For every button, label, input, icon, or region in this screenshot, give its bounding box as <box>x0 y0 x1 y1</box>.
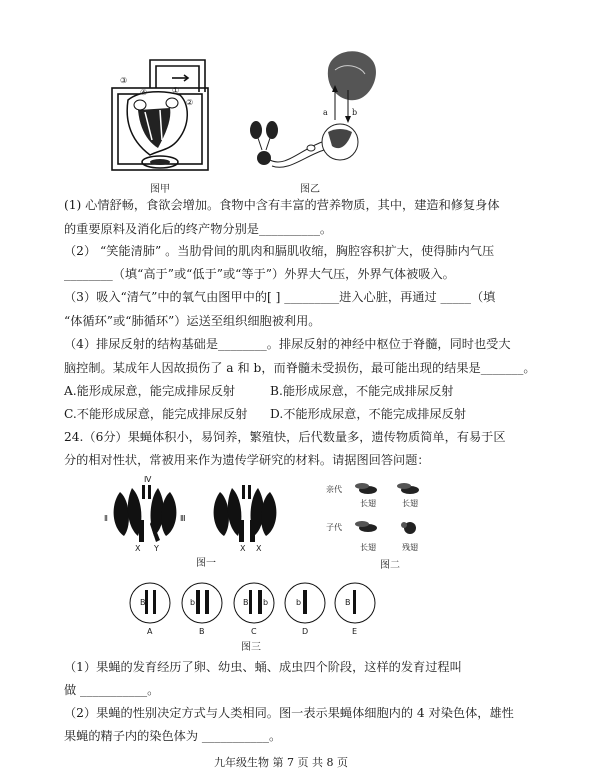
line-q24-2a: （2）果蝇的性别决定方式与人类相同。图一表示果蝇体细胞内的 4 对染色体，雄性 <box>64 706 514 720</box>
marker-2: ② <box>186 98 194 107</box>
line-q3a: （3）吸入“清气”中的氧气由图甲中的[ ] _________进入心脏，再通过 _____（填 <box>64 290 496 304</box>
chrom-label-x-3: X <box>256 544 262 553</box>
page-footer: 九年级生物 第 7 页 共 8 页 <box>214 756 348 769</box>
chrom-label-ii-1: Ⅱ <box>104 514 108 523</box>
parent-fly-1-label: 长翅 <box>360 499 376 508</box>
chrom-label-x-1: X <box>135 544 141 553</box>
option-c: C.不能形成尿意，能完成排尿反射 <box>64 407 248 421</box>
gene-b-b: b <box>190 598 196 607</box>
circle-label-e: E <box>352 627 358 636</box>
gene-b-a: B <box>140 598 146 607</box>
marker-1: ① <box>172 86 180 95</box>
circle-label-a: A <box>147 627 153 636</box>
option-b: B.能形成尿意，不能完成排尿反射 <box>270 384 454 398</box>
line-q1a: (1) 心情舒畅，食欲会增加。食物中含有丰富的营养物质，其中，建造和修复身体 <box>64 198 500 212</box>
line-q24a: 24.（6分）果蝇体积小，易饲养，繁殖快，后代数量多，遗传物质简单，有易于区 <box>64 430 506 444</box>
fig-jia-caption: 图甲 <box>150 184 170 195</box>
circle-label-d: D <box>302 627 309 636</box>
chrom-label-iv-1: Ⅳ <box>144 475 152 484</box>
gene-b-d: b <box>296 598 302 607</box>
child-fly-2-label: 残翅 <box>402 543 418 552</box>
chrom-label-y: Y <box>154 544 159 553</box>
chrom-label-x-2: X <box>240 544 246 553</box>
circle-label-b: B <box>199 627 205 636</box>
marker-4: ④ <box>140 88 148 97</box>
line-q24-1b: 做 ___________。 <box>64 683 160 697</box>
line-q1b: 的重要原料及消化后的终产物分别是__________。 <box>64 222 333 236</box>
line-q24b: 分的相对性状，常被用来作为遗传学研究的材料。请据图回答问题： <box>64 453 430 467</box>
marker-3: ③ <box>120 76 128 85</box>
parent-label: 亲代 <box>326 485 342 494</box>
line-q24-2b: 果蝇的精子内的染色体为 ___________。 <box>64 729 282 743</box>
option-d: D.不能形成尿意，不能完成排尿反射 <box>270 407 467 421</box>
line-q2b: ________（填“高于”或“低于”或“等于”）外界大气压，外界气体被吸入。 <box>64 267 455 281</box>
fig-yi-caption: 图乙 <box>300 184 320 195</box>
offspring-label: 子代 <box>326 523 342 532</box>
gene-b-c2: b <box>263 598 269 607</box>
fig2-caption: 图二 <box>380 560 400 571</box>
child-fly-1-label: 长翅 <box>360 543 376 552</box>
circle-label-c: C <box>251 627 257 636</box>
gene-b-c1: B <box>243 598 249 607</box>
tract-a-label: a <box>323 108 328 117</box>
fig1-caption: 图一 <box>196 558 216 569</box>
line-q2a: （2） “笑能清肺” 。当肋骨间的肌肉和膈肌收缩，胸腔容积扩大，使得肺内气压 <box>64 244 495 258</box>
line-q24-1a: （1）果蝇的发育经历了卵、幼虫、蛹、成虫四个阶段，这样的发育过程叫 <box>64 660 462 674</box>
line-q4a: （4）排尿反射的结构基础是________。排尿反射的神经中枢位于脊髓，同时也受大 <box>64 337 511 351</box>
gene-b-e: B <box>345 598 351 607</box>
fig3-caption: 图三 <box>241 642 261 653</box>
chrom-label-iii-1: Ⅲ <box>180 514 186 523</box>
tract-b-label: b <box>352 108 358 117</box>
parent-fly-2-label: 长翅 <box>402 499 418 508</box>
option-a: A.能形成尿意，能完成排尿反射 <box>64 384 236 398</box>
line-q3b: “体循环”或“肺循环”）运送至组织细胞被利用。 <box>64 314 321 328</box>
line-q4b: 脑控制。某成年人因故损伤了 a 和 b，而脊髓未受损伤，最可能出现的结果是_______。 <box>64 361 536 375</box>
